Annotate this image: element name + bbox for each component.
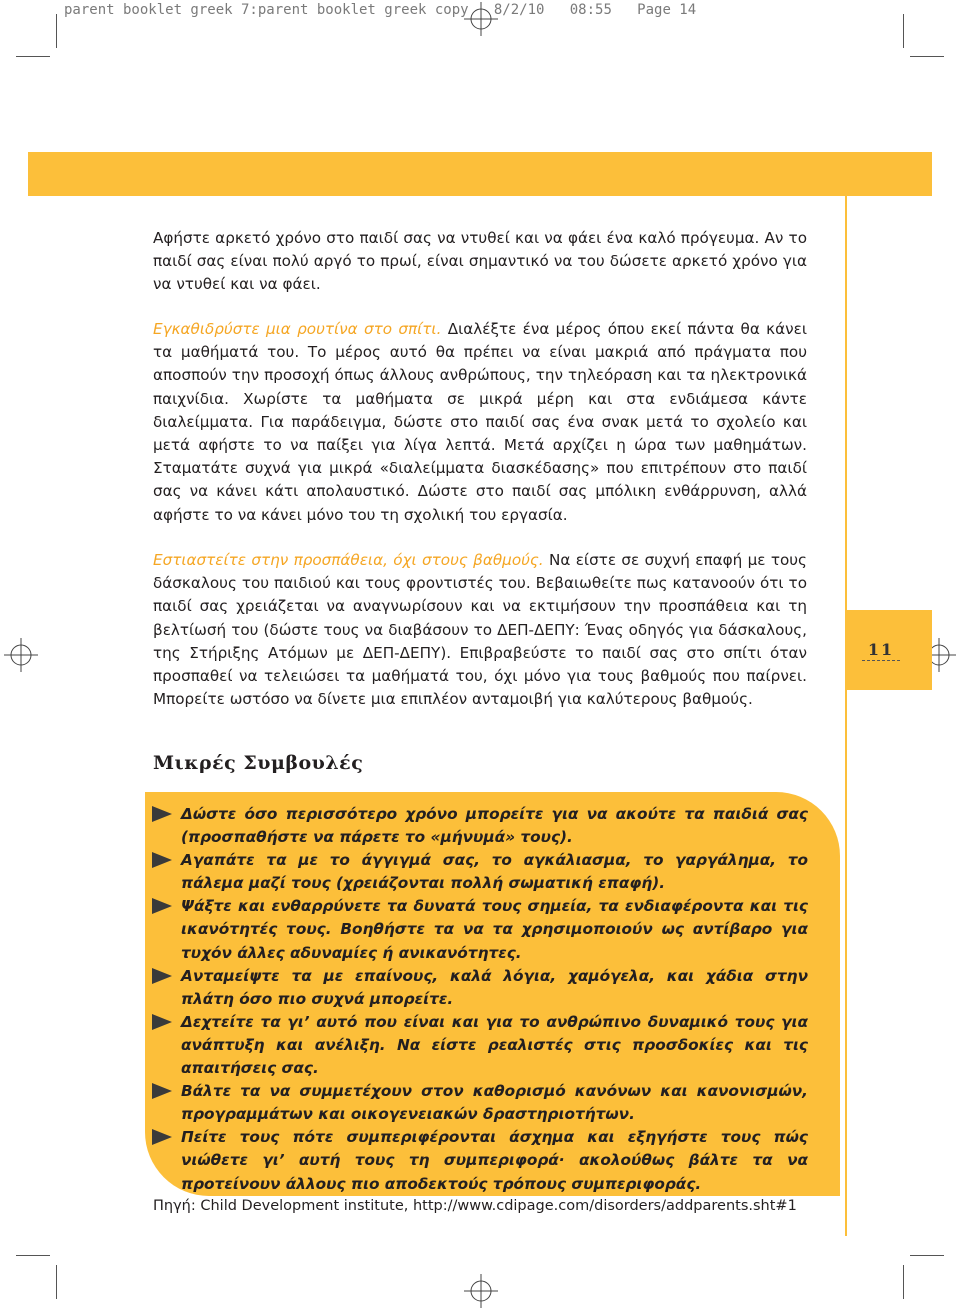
paragraph-effort xyxy=(153,549,807,711)
paragraph-routine xyxy=(153,318,807,527)
registration-mark-icon xyxy=(4,638,38,672)
tips-heading: Μικρές Συμβουλές xyxy=(153,752,364,774)
page-number: 11 xyxy=(862,640,900,661)
paragraph-breakfast: Αφήστε αρκετό χρόνο στο παιδί σας να ντυθεί και να φάει ένα καλό πρόγευμα. Αν το παιδί σας είναι πολύ αργό το πρωί, είναι σημαντικό να του δώσετε αρκετό χρόνο για να ντυθεί και να φάει. xyxy=(153,229,807,294)
arrow-bullet-icon xyxy=(152,898,172,914)
paragraph-body: Να είστε σε συχνή επαφή με τους δάσκαλους του παιδιού και τους φροντιστές του. Βεβαιωθείτε πως κατανοούν ότι το παιδί σας χρειάζεται να αναγνωρίσουν και να εκτιμήσουν την προσπάθεια και τη βελτίωσή του (δώστε τους να διαβάσουν το ΔΕΠ-ΔΕΠΥ: Ένας οδηγός για δάσκαλους, της Στήριξης Ατόμων με ΔΕΠ-ΔΕΠΥ). Επιβραβεύστε το παιδί σας στο σπίτι όταν προσπαθεί να τελειώσει τα μαθήματά του, όχι μόνο για τους βαθμούς που παίρνει. Μπορείτε ωστόσο να δίνετε μια επιπλέον ανταμοιβή για καλύτερους βαθμούς. xyxy=(153,551,807,709)
registration-mark-icon xyxy=(464,1274,498,1308)
arrow-bullet-icon xyxy=(152,806,172,822)
crop-mark xyxy=(56,14,57,48)
arrow-bullet-icon xyxy=(152,968,172,984)
tip-text: Αγαπάτε τα με το άγγιγμά σας, το αγκάλιασμα, το γαργάλημα, το πάλεμα μαζί τους (χρειάζονται πολλή σωματική επαφή). xyxy=(181,851,808,893)
list-item xyxy=(150,1126,808,1195)
header-banner xyxy=(28,152,932,196)
tip-text: Δώστε όσο περισσότερο χρόνο μπορείτε για να ακούτε τα παιδιά σας (προσπαθήστε να πάρετε το «μήνυμά» τους). xyxy=(181,805,808,847)
paragraph-lead: Εστιαστείτε στην προσπάθεια, όχι στους βαθμούς. xyxy=(153,551,544,569)
tip-text: Δεχτείτε τα γι’ αυτό που είναι και για το ανθρώπινο δυναμικό τους για ανάπτυξη και ανέλιξη. Να είστε ρεαλιστές στις προσδοκίες και τις απαιτήσεις σας. xyxy=(181,1012,808,1078)
crop-mark xyxy=(910,1255,944,1256)
tip-text: Βάλτε τα να συμμετέχουν στον καθορισμό κανόνων και κανονισμών, προγραμμάτων και οικογενειακών δραστηριοτήτων. xyxy=(181,1082,808,1124)
margin-rule xyxy=(845,196,847,1236)
crop-mark xyxy=(903,14,904,48)
list-item xyxy=(150,1080,808,1126)
list-item xyxy=(150,803,808,849)
list-item xyxy=(150,965,808,1011)
crop-mark xyxy=(16,56,50,57)
tips-list xyxy=(150,803,808,1196)
print-slug: parent booklet greek 7:parent booklet greek copy 8/2/10 08:55 Page 14 xyxy=(64,2,697,18)
arrow-bullet-icon xyxy=(152,1083,172,1099)
tip-text: Πείτε τους πότε συμπεριφέρονται άσχημα και εξηγήστε τους πώς νιώθετε γι’ αυτή τους τη συμπεριφορά· ακολούθως βάλτε τα να προτείνουν άλλους πιο αποδεκτούς τρόπους συμπεριφοράς. xyxy=(181,1128,808,1193)
tip-text: Ψάξτε και ενθαρρύνετε τα δυνατά τους σημεία, τα ενδιαφέροντα και τις ικανότητές τους. Βοηθήστε τα να τα χρησιμοποιούν ως αντίβαρο για τυχόν άλλες αδυναμίες ή ανικανότητες. xyxy=(181,897,808,962)
crop-mark xyxy=(903,1265,904,1299)
list-item xyxy=(150,849,808,895)
arrow-bullet-icon xyxy=(152,1014,172,1030)
paragraph-lead: Εγκαθιδρύστε μια ρουτίνα στο σπίτι. xyxy=(153,320,442,338)
crop-mark xyxy=(16,1255,50,1256)
crop-mark xyxy=(910,56,944,57)
registration-mark-icon xyxy=(464,2,498,36)
arrow-bullet-icon xyxy=(152,852,172,868)
list-item xyxy=(150,1011,808,1080)
list-item xyxy=(150,895,808,964)
source-citation: Πηγή: Child Development institute, http://www.cdipage.com/disorders/addparents.sht#1 xyxy=(153,1198,797,1214)
tip-text: Ανταμείψτε τα με επαίνους, καλά λόγια, χαμόγελα, και χάδια στην πλάτη όσο πιο συχνά μπορείτε. xyxy=(181,966,808,1008)
crop-mark xyxy=(56,1265,57,1299)
paragraph-body: Διαλέξτε ένα μέρος όπου εκεί πάντα θα κάνει τα μαθήματά του. Το μέρος αυτό θα πρέπει να είναι μακριά από πράγματα που αποσπούν την προσοχή όπως άλλους ανθρώπους, την τηλεόραση και τα ηλεκτρονικά παιχνίδια. Χωρίστε τα μαθήματα σε μικρά μέρη και στα ενδιάμεσα κάντε διαλείμματα. Για παράδειγμα, δώστε στο παιδί σας ένα σνακ μετά το σχολείο και μετά αφήστε το να παίξει για λίγα λεπτά. Μετά αρχίζει η ώρα των μαθημάτων. Σταματάτε συχνά για μικρά «διαλείμματα διασκέδασης» που επιτρέπουν στο παιδί σας να κάνει κάτι απολαυστικό. Δώστε στο παιδί σας μπόλικη ενθάρρυνση, αλλά αφήστε το να κάνει μόνο του τη σχολική του εργασία. xyxy=(153,320,807,524)
arrow-bullet-icon xyxy=(152,1129,172,1145)
